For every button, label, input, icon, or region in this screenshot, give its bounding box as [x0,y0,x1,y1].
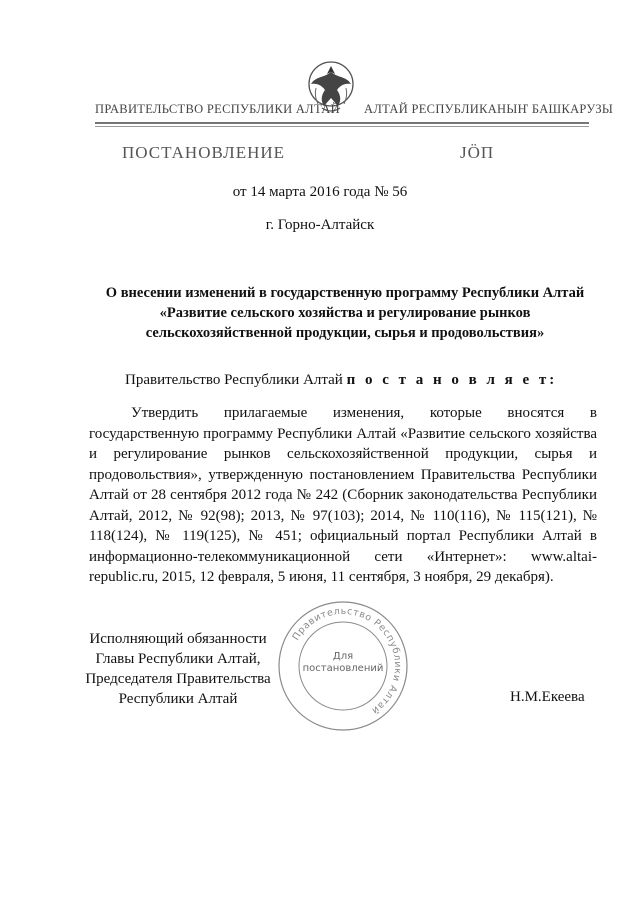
doc-type-altai: ЈӦП [460,143,495,162]
preamble [125,372,557,389]
signature-line-4: Республики Алтай [118,691,238,707]
signature-line-3: Председателя Правительства [85,671,271,687]
signature-title [80,629,276,709]
org-name-altai: АЛТАЙ РЕСПУБЛИКАНЫҤ БАШКАРУЗЫ [364,102,614,116]
org-name-russian: ПРАВИТЕЛЬСТВО РЕСПУБЛИКИ АЛТАЙ [95,102,340,116]
title-line-1: О внесении изменений в государственную программу Республики Алтай [105,285,585,301]
header-rule-thick [95,122,589,124]
stamp-center-text [297,651,389,675]
document-city: г. Горно-Алтайск [265,217,375,233]
preamble-resolves: п о с т а н о в л я е т: [346,372,558,388]
title-line-3: сельскохозяйственной продукции, сырья и продовольствия» [145,325,545,341]
preamble-text: Правительство Республики Алтай [125,372,347,388]
body-paragraph: Утвердить прилагаемые изменения, которые вносятся в государственную программу Республики Алтай «Развитие сельского хозяйства и регулирование рынков сельскохозяйственной продукции, сырья и продовольствия», утвержденную постановлением Правительства Республики Алтай от 28 сентября 2012 года № 242 (Сборник законодательства Республики Алтай, 2012, № 92(98); 2013, № 97(103); 2014, № 110(116), № 115(121), № 118(124), № 119(125), № 451; официальный портал Республики Алтай в информационно-телекоммуникационной сети «Интернет»: www.altai-republic.ru, 2015, 12 февраля, 5 июня, 11 сентября, 3 ноября, 29 декабря). [89,405,597,585]
stamp-center-line-2: постановлений [302,663,384,674]
title-line-2: «Развитие сельского хозяйства и регулирование рынков [159,305,531,321]
header-rule-thin [95,126,589,127]
stamp-ring-text: Правительство Республики Алтай [290,605,404,717]
signatory-name: Н.М.Екеева [510,689,585,705]
signature-line-1: Исполняющий обязанности [89,631,267,647]
doc-type-russian: ПОСТАНОВЛЕНИЕ [122,143,286,162]
signature-line-2: Главы Республики Алтай, [95,651,261,667]
stamp-center-line-1: Для [332,651,354,662]
document-title [80,283,610,343]
document-date: от 14 марта 2016 года № 56 [232,184,408,200]
